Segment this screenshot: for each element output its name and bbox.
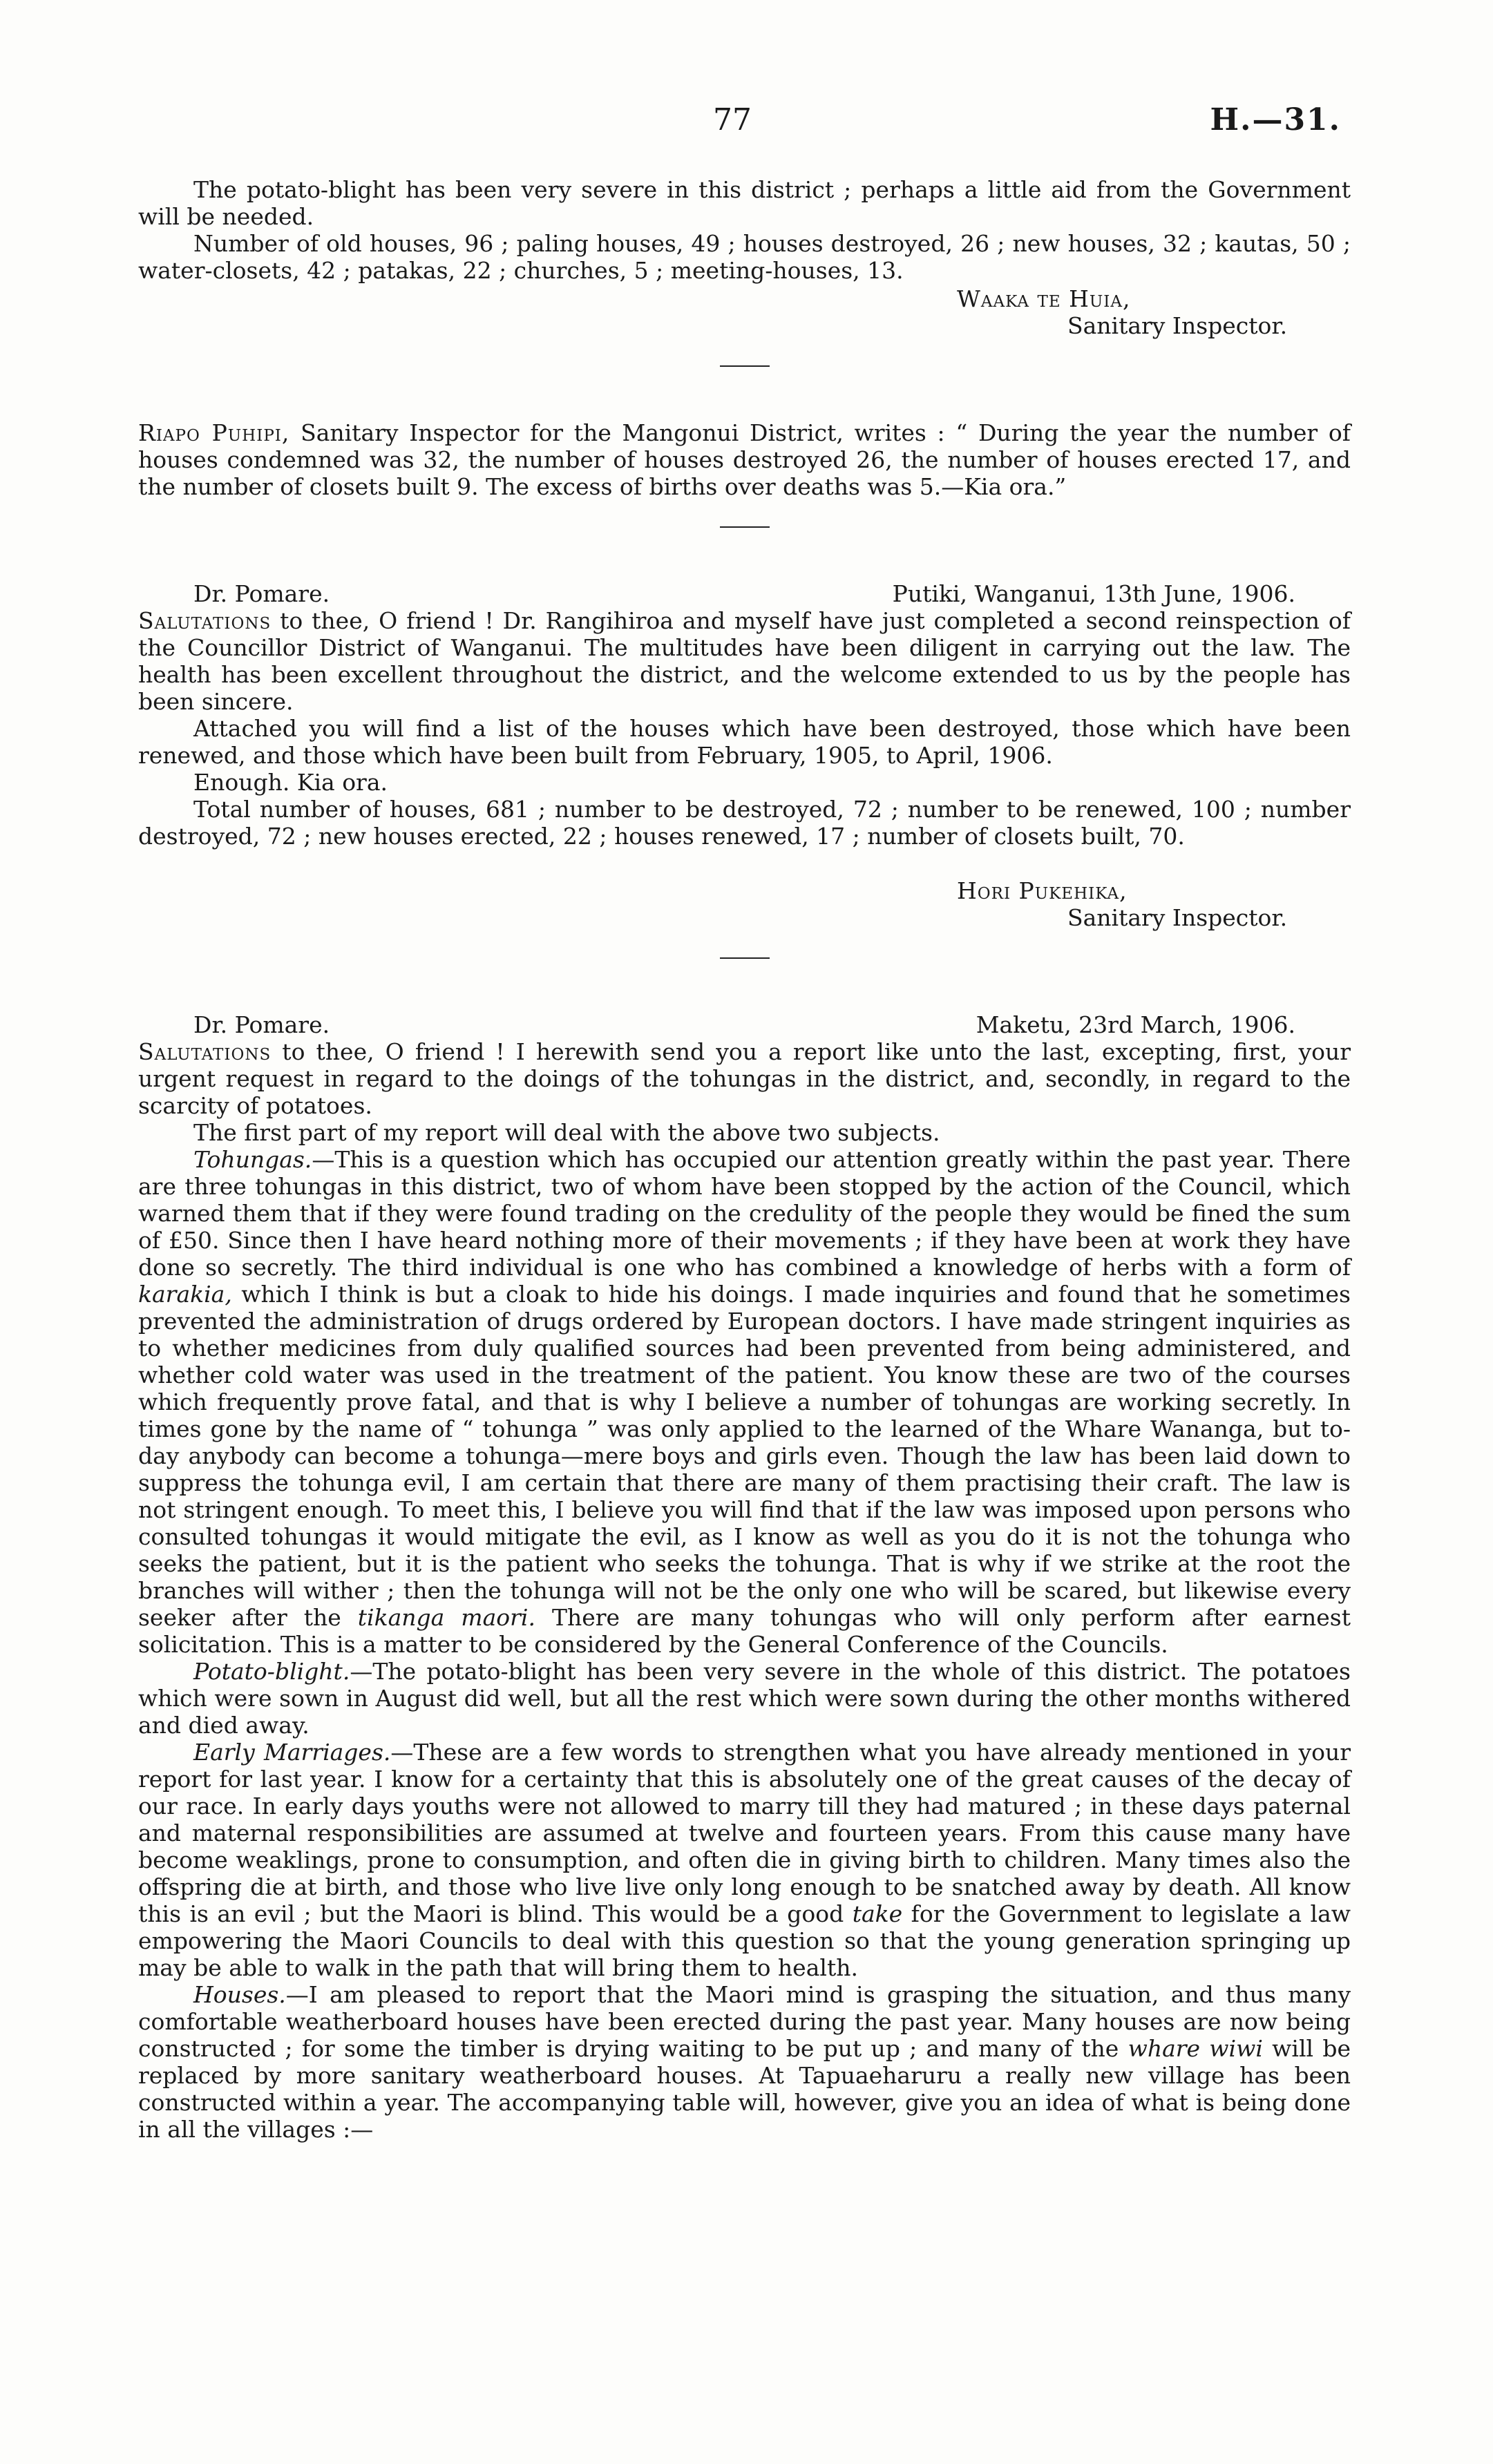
signatory-role: Sanitary Inspector.: [1067, 904, 1288, 931]
paragraph-houses: Houses.—I am pleased to report that the Maori mind is grasping the situation, and thus many comfortable weatherboard houses have been erected during the past year. Many houses are now being constructed ; for some the timber is drying waiting to be put up ; and many of the whare wiwi will be replaced by more sanitary weatherboard houses. At Tapuaeharuru a really new village has been constructed within a year. The accompanying table will, however, give you an idea of what is being done in all the villages :—: [138, 1981, 1351, 2143]
paragraph-potato-blight: Potato-blight.—The potato-blight has been very severe in the whole of this district. The potatoes which were sown in August did well, but all the rest which were sown during the other months withered and died away.: [138, 1658, 1351, 1739]
section-divider: [720, 526, 770, 528]
paragraph: Salutations to thee, O friend ! I herewith send you a report like unto the last, excepting, first, your urgent request in regard to the doings of the tohungas in the district, and, secondly, in regard to the scarcity of potatoes.: [138, 1038, 1351, 1119]
paragraph: Salutations to thee, O friend ! Dr. Rangihiroa and myself have just completed a second reinspection of the Councillor District of Wanganui. The multitudes have been diligent in carrying out the law. The health has been excellent throughout the district, and the welcome extended to us by the people has been sincere.: [138, 607, 1351, 715]
paragraph: The first part of my report will deal with the above two subjects.: [193, 1119, 940, 1146]
report-reference: H.—31.: [1210, 102, 1341, 137]
salutation: Salutations: [138, 1038, 272, 1065]
signatory-role: Sanitary Inspector.: [1067, 312, 1288, 339]
paragraph-early-marriages: Early Marriages.—These are a few words to strengthen what you have already mentioned in your report for last year. I know for a certainty that this is absolutely one of the great causes of the decay of our race. In early days youths were not allowed to marry till they had matured ; in these days paternal and maternal responsibilities are assumed at twelve and fourteen years. From this cause many have become weaklings, prone to consumption, and often die in giving birth to children. Many times also the offspring die at birth, and those who live live only long enough to be snatched away by death. All know this is an evil ; but the Maori is blind. This would be a good take for the Government to legislate a law empowering the Maori Councils to deal with this question so that the young generation springing up may be able to walk in the path that will bring them to health.: [138, 1739, 1351, 1981]
salutation: Salutations: [138, 607, 272, 634]
addressee: Dr. Pomare.: [193, 580, 330, 607]
letter-heading: [138, 1011, 1351, 1038]
paragraph-tohungas: Tohungas.—This is a question which has occupied our attention greatly within the past year. There are three tohungas in this district, two of whom have been stopped by the action of the Council, which warned them that if they were found trading on the credulity of the people they would be fined the sum of £50. Since then I have heard nothing more of their movements ; if they have been at work they have done so secretly. The third individual is one who has combined a knowledge of herbs with a form of karakia, which I think is but a cloak to hide his doings. I made inquiries and found that he sometimes prevented the administration of drugs ordered by European doctors. I have made stringent inquiries as to whether medicines from duly qualified sources had been prevented from being administered, and whether cold water was used in the treatment of the patient. You know these are two of the courses which frequently prove fatal, and that is why I believe a number of tohungas are working secretly. In times gone by the name of “ tohunga ” was only applied to the learned of the Whare Wananga, but to-day anybody can become a tohunga—mere boys and girls even. Though the law has been laid down to suppress the tohunga evil, I am certain that there are many of them practising their craft. The law is not stringent enough. To meet this, I believe you will find that if the law was imposed upon persons who consulted tohungas it would mitigate the evil, as I know as well as you do it is not the tohunga who seeks the patient, but it is the patient who seeks the tohunga. That is why if we strike at the root the branches will wither ; then the tohunga will not be the only one who will be scared, but likewise every seeker after the tikanga maori. There are many tohungas who will only perform after earnest solicitation. This is a matter to be considered by the General Conference of the Councils.: [138, 1146, 1351, 1658]
subheading-tohungas: Tohungas.: [193, 1146, 312, 1173]
paragraph: The potato-blight has been very severe in this district ; perhaps a little aid from the Government will be needed.: [138, 176, 1351, 230]
signatory-name: Hori Pukehika,: [957, 877, 1128, 904]
paragraph: Number of old houses, 96 ; paling houses, 49 ; houses destroyed, 26 ; new houses, 32 ; kautas, 50 ; water-closets, 42 ; patakas, 22 ; churches, 5 ; meeting-houses, 13.: [138, 230, 1351, 284]
signature-block: [138, 285, 1351, 339]
subheading-houses: Houses.: [193, 1981, 286, 2008]
page-number: 77: [713, 102, 752, 137]
subheading-early-marriages: Early Marriages.: [193, 1739, 391, 1766]
body-text: [138, 176, 1351, 2143]
paragraph: Total number of houses, 681 ; number to be destroyed, 72 ; number to be renewed, 100 ; number destroyed, 72 ; new houses erected, 22 ; houses renewed, 17 ; number of closets built, 70.: [138, 796, 1351, 850]
paragraph: Riapo Puhipi, Sanitary Inspector for the Mangonui District, writes : “ During the year the number of houses condemned was 32, the number of houses destroyed 26, the number of houses erected 17, and the number of closets built 9. The excess of births over deaths was 5.—Kia ora.”: [138, 419, 1351, 500]
place-date: Maketu, 23rd March, 1906.: [976, 1011, 1295, 1038]
signature-block: [138, 877, 1351, 931]
paragraph: Attached you will find a list of the houses which have been destroyed, those which have been renewed, and those which have been built from February, 1905, to April, 1906.: [138, 715, 1351, 769]
author-name: Riapo Puhipi,: [138, 419, 290, 446]
section-divider: [720, 365, 770, 367]
place-date: Putiki, Wanganui, 13th June, 1906.: [892, 580, 1295, 607]
subheading-potato-blight: Potato-blight.: [193, 1658, 350, 1685]
section-divider: [720, 957, 770, 959]
paragraph: Enough. Kia ora.: [193, 769, 388, 796]
letter-heading: [138, 580, 1351, 607]
signatory-name: Waaka te Huia,: [957, 285, 1131, 312]
addressee: Dr. Pomare.: [193, 1011, 330, 1038]
